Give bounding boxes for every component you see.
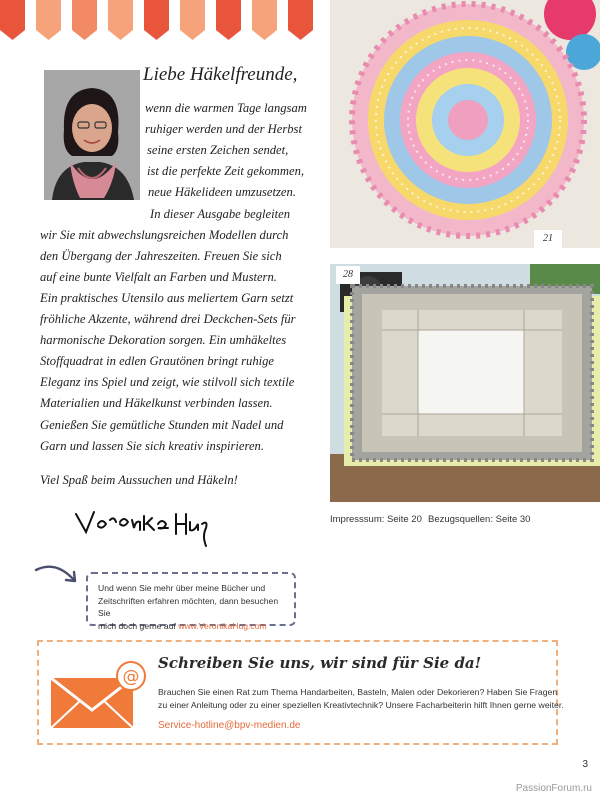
intro-line: seine ersten Zeichen sendet,	[147, 143, 289, 158]
contact-body	[158, 686, 564, 712]
intro-line: neue Häkelideen umzusetzen.	[148, 185, 296, 200]
page-badge: 21	[534, 230, 562, 248]
intro-line: den Übergang der Jahreszeiten. Freuen Sie sich	[40, 248, 282, 263]
page-badge: 28	[336, 266, 360, 284]
closing-line: Viel Spaß beim Aussuchen und Häkeln!	[40, 473, 238, 487]
bezugsquellen-ref: Bezugsquellen: Seite 30	[428, 514, 531, 525]
intro-line: ist die perfekte Zeit gekommen,	[147, 164, 305, 179]
contact-title: Schreiben Sie uns, wir sind für Sie da!	[158, 654, 482, 672]
website-info-box	[86, 572, 296, 631]
website-link[interactable]: www.VeronikaHug.com	[178, 620, 267, 631]
intro-line: wenn die warmen Tage langsam	[145, 101, 307, 115]
intro-line: harmonische Dekoration sorgen. Ein umhäkeltes	[40, 333, 287, 348]
info-line: Und wenn Sie mehr über meine Bücher und	[98, 583, 266, 593]
contact-box	[37, 640, 564, 745]
contact-line: zu einer Anleitung oder zu einer speziellen Kreativtechnik? Unsere Facharbeiterin hilft Ihnen gerne weiter.	[158, 700, 564, 710]
intro-line: Garn und lassen Sie sich kreativ inspirieren.	[40, 438, 264, 453]
intro-line: auf eine bunte Vielfalt an Farben und Mustern.	[40, 269, 277, 284]
intro-line: ruhiger werden und der Herbst	[145, 122, 302, 137]
doily-photo	[330, 0, 600, 248]
intro-line: Genießen Sie gemütliche Stunden mit Nadel und	[40, 417, 284, 432]
at-sign-icon: @	[122, 667, 140, 687]
bunting-decoration	[0, 0, 320, 46]
author-portrait	[44, 70, 140, 200]
contact-email-link[interactable]: Service-hotline@bpv-medien.de	[158, 720, 301, 731]
intro-line: Ein praktisches Utensilo aus meliertem Garn setzt	[40, 290, 294, 305]
envelope-icon	[51, 660, 149, 730]
intro-line: In dieser Ausgabe begleiten	[150, 206, 291, 221]
intro-line: Eleganz ins Spiel und zeigt, wie stilvoll sich textile	[40, 375, 295, 390]
intro-line: fröhliche Akzente, während drei Deckchen-Sets für	[40, 312, 296, 326]
intro-line: Materialien und Häkelkunst verbinden lassen.	[40, 396, 273, 411]
signature	[72, 502, 212, 552]
impressum-ref: Impresssum: Seite 20	[330, 514, 422, 525]
intro-line: wir Sie mit abwechslungsreichen Modellen durch	[40, 227, 289, 242]
page-number: 3	[582, 759, 588, 770]
greeting-heading: Liebe Häkelfreunde,	[143, 64, 298, 85]
square-doily-photo	[330, 264, 600, 502]
bunting-flags	[0, 0, 313, 40]
contact-line: Brauchen Sie einen Rat zum Thema Handarbeiten, Basteln, Malen oder Dekorieren? Haben Sie Fragen	[158, 687, 558, 697]
info-line: mich doch gerne auf www.VeronikaHug.com	[98, 620, 267, 631]
intro-line: Stoffquadrat in edlen Grautönen bringt ruhige	[40, 354, 275, 369]
watermark: PassionForum.ru	[515, 783, 592, 794]
arrow-icon	[34, 562, 82, 588]
info-line: Zeitschriften erfahren möchten, dann besuchen Sie	[98, 595, 279, 618]
